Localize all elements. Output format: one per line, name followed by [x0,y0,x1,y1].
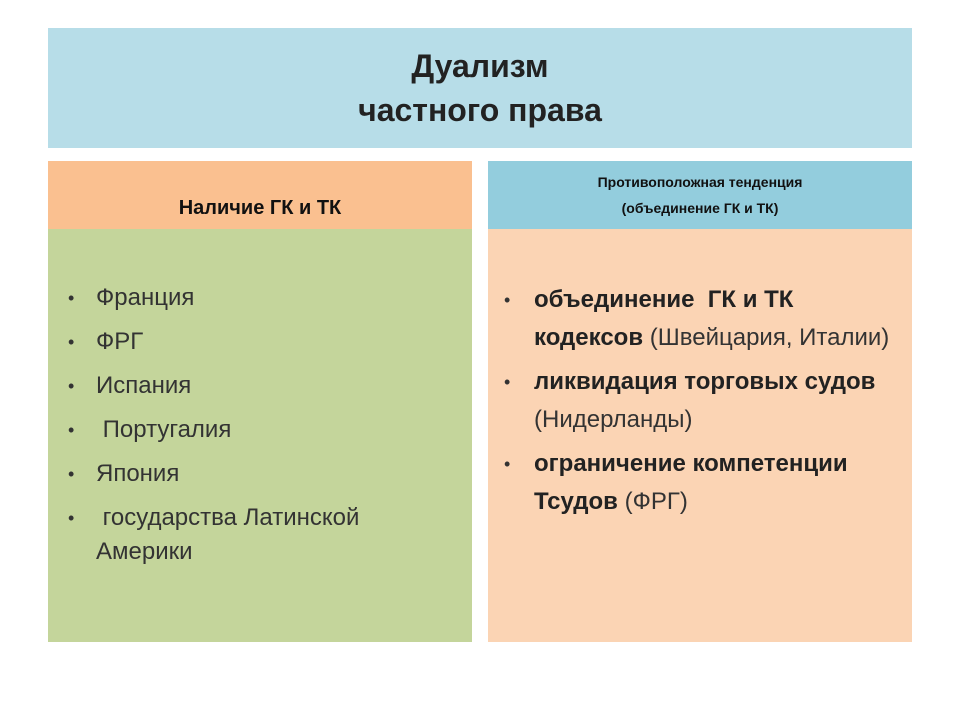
list-item [68,457,452,491]
bullet-icon: • [504,454,511,474]
list-item-text: (Нидерланды) [534,406,693,433]
list-item-text: ФРГ [96,328,144,355]
right-list [504,281,896,521]
list-item-text: Япония [96,460,180,487]
list-item-bold-text: объединение ГК и ТК кодексов [534,286,801,351]
bullet-icon: • [504,372,511,392]
list-item [68,369,452,403]
title-line-2: частного права [358,92,602,128]
bullet-icon: • [68,508,75,528]
list-item [68,281,452,315]
list-item [504,363,896,439]
bullet-icon: • [68,420,75,440]
bullet-icon: • [68,464,75,484]
bullet-icon: • [68,332,75,352]
list-item [504,445,896,521]
list-item [68,413,452,447]
bullet-icon: • [68,376,75,396]
right-header-line-2: (объединение ГК и ТК) [621,200,779,216]
title-banner [48,28,912,148]
bullet-icon: • [504,290,511,310]
list-item-bold-text: ликвидация торговых судов [534,368,876,395]
left-column-header [48,161,472,229]
list-item-text: (ФРГ) [617,488,688,515]
list-item [68,501,452,569]
right-column-body [488,229,912,642]
left-column-body [48,229,472,642]
right-header-line-1: Противоположная тенденция [597,174,803,190]
title-line-1: Дуализм [411,48,549,84]
bullet-icon: • [68,288,75,308]
left-header-text: Наличие ГК и ТК [178,196,342,219]
list-item-text: Франция [96,284,195,311]
list-item [504,281,896,357]
list-item [68,325,452,359]
list-item-text: Испания [96,372,192,399]
left-list [68,281,452,569]
list-item-text: (Швейцария, Италии) [643,324,890,351]
list-item-text: государства Латинской Америки [96,504,367,565]
right-column-header [488,161,912,229]
list-item-bold-text: ограничение компетенции Тсудов [534,450,848,515]
list-item-text: Португалия [96,416,232,443]
